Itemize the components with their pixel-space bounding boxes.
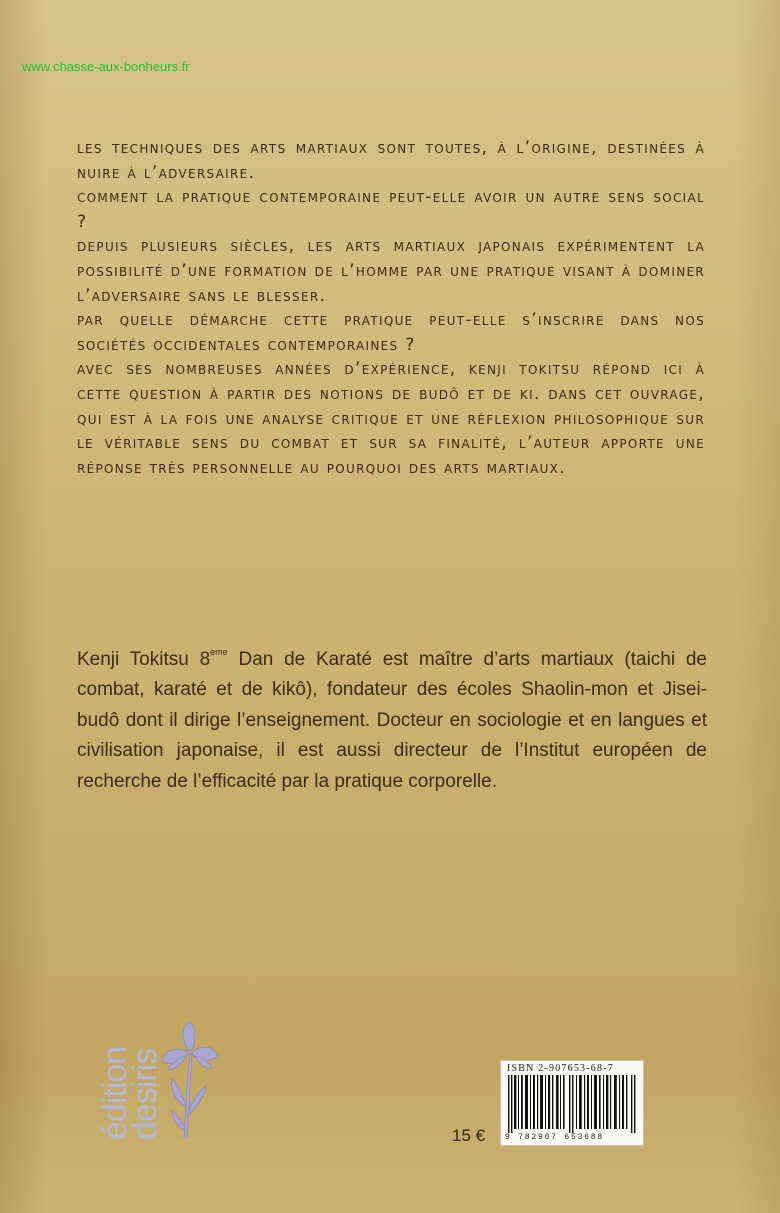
blurb-paragraph: par quelle démarche cette pratique peut-elle s’inscrire dans nos sociétés occidentales contemporaines ? [77,310,705,355]
ean-digits: 9 782907 653688 [505,1133,605,1142]
watermark-url: www.chasse-aux-bonheurs.fr [22,59,190,74]
publisher-logo-text [96,1046,164,1140]
barcode [500,1060,644,1146]
publisher-logo-line: édition [96,1046,134,1140]
blurb-paragraph: depuis plusieurs siècles, les arts martiaux japonais expérimentent la possibilité d’une formation de l’homme par une pratique visant à dominer l’adversaire sans le blesser. [77,236,705,306]
publisher-logo-line: desiris [126,1048,164,1140]
blurb-paragraph: les techniques des arts martiaux sont toutes, à l’origine, destinées à nuire à l’adversaire. [77,138,705,183]
author-bio-start: Kenji Tokitsu 8 [77,649,211,670]
price-label: 15 € [452,1126,486,1145]
author-bio-rest: Dan de Karaté est maître d’arts martiaux (taichi de combat, karaté et de kikô), fondateur des écoles Shaolin-mon et Jisei-budô dont il dirige l’enseignement. Docteur en sociologie et en langues et civilisation japonaise, il est aussi directeur de l’Institut européen de recherche de l’efficacité par la pratique corporelle. [77,649,707,792]
blurb-paragraph: comment la pratique contemporaine peut-elle avoir un autre sens social ? [77,187,705,232]
author-bio [77,637,707,797]
blurb-text [77,136,705,480]
dan-superscript: eme [210,647,228,657]
blurb-paragraph: avec ses nombreuses années d’expérience, kenji tokitsu répond ici à cette question à partir des notions de budô et de ki. dans cet ouvrage, qui est à la fois une analyse critique et une réflexion philosophique sur le véritable sens du combat et sur sa finalité, l’auteur apporte une réponse très personnelle au pourquoi des arts martiaux. [77,359,705,478]
iris-flower-icon [160,1020,220,1145]
isbn-text: ISBN 2-907653-68-7 [507,1063,614,1074]
barcode-bars [506,1075,638,1133]
